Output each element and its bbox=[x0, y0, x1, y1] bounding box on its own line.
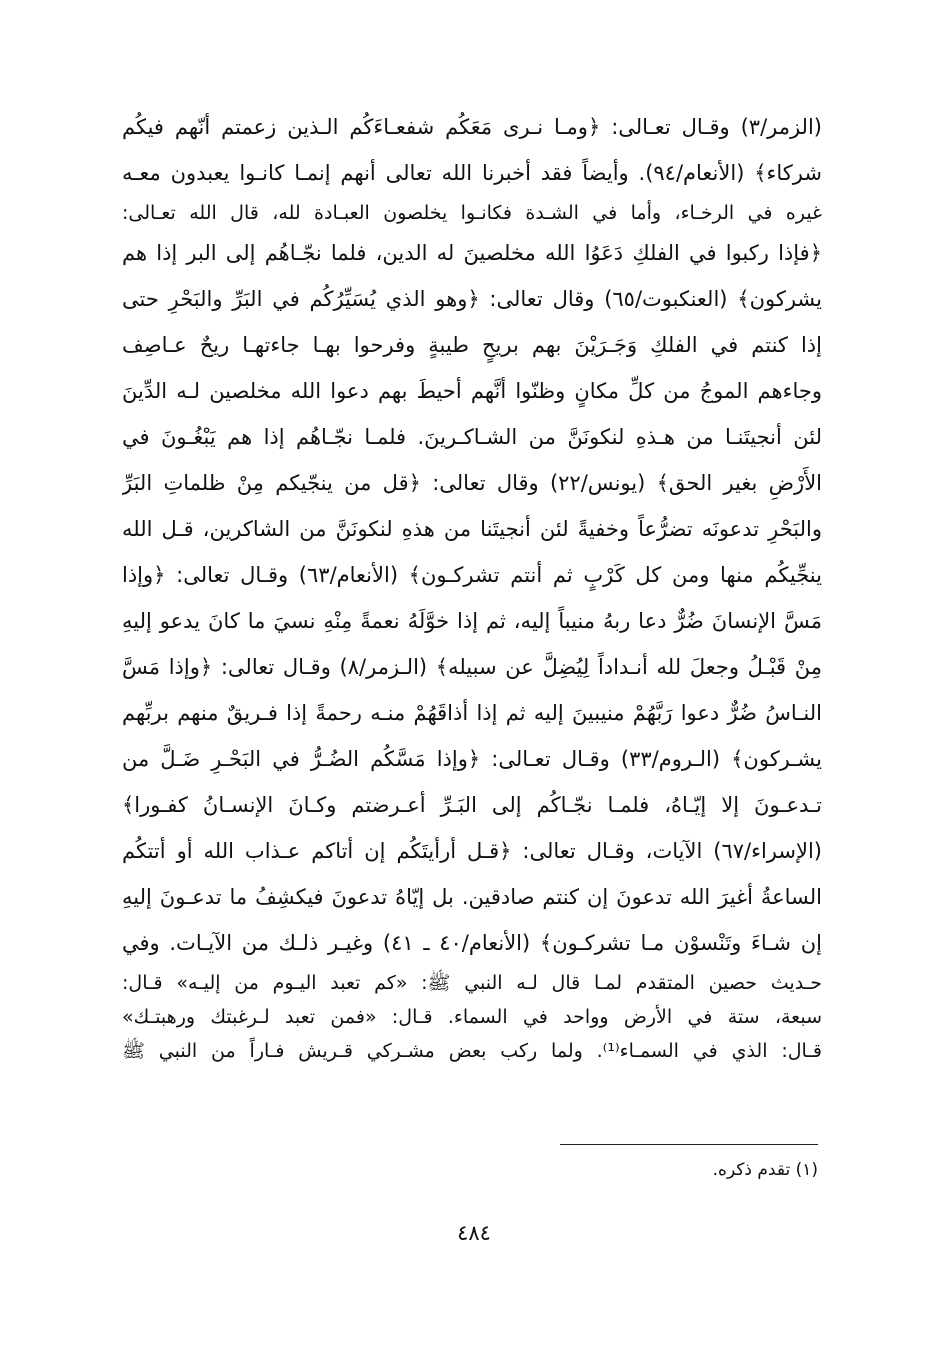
text-line: الساعةُ أغيرَ الله تدعونَ إن كنتم صادقين. بل إيّاهُ تدعونَ فيكشِفُ ما تدعـونَ إليهِ bbox=[122, 885, 822, 909]
text-line: وجاءهم الموجُ من كلِّ مكانٍ وظنّوا أنَّهم أحيطَ بهم دعوا الله مخلصين لـه الدِّينَ bbox=[122, 379, 822, 403]
text-line: الأَرْضِ بغير الحق﴾ (يونس/٢٢) وقال تعالى: ﴿قل من ينجّيكم مِنْ ظلماتِ البَرِّ bbox=[122, 471, 822, 495]
text-line: يشركون﴾ (العنكبوت/٦٥) وقال تعالى: ﴿وهو الذي يُسَيِّرُكُم في البَرِّ والبَحْرِ حتى bbox=[122, 287, 822, 311]
text-line: غيره في الرخـاء، وأما في الشـدة فكانـوا يخلصون العبـادة لله، قال الله تعـالى: bbox=[122, 202, 822, 224]
text-line: (الإسراء/٦٧) الآيات، وقـال تعالى: ﴿قـل أرأيتَكُم إن أتاكم عـذاب الله أو أتتكُم bbox=[122, 839, 822, 863]
text-line: والبَحْرِ تدعونَه تضرُّعاً وخفيةً لئن أنجيتَنا من هذهِ لنكونَنَّ من الشاكرين، قـل الله bbox=[122, 517, 822, 541]
footnote: (١) تقدم ذكره. bbox=[712, 1160, 818, 1180]
text-line: ينجِّيكُم منها ومن كل كَرْبٍ ثم أنتم تشركـون﴾ (الأنعام/٦٣) وقـال تعالى: ﴿وإذا bbox=[122, 563, 822, 587]
text-line: شركاء﴾ (الأنعام/٩٤). وأيضاً فقد أخبرنا الله تعالى أنهم إنمـا كانـوا يعبدون معـه bbox=[122, 161, 822, 185]
footnote-divider bbox=[560, 1144, 818, 1145]
text-line: (الزمر/٣) وقـال تعـالى: ﴿ومـا نـرى مَعَكُم شفعـاءَكُم الـذين زعمتم أنّهم فيكُم bbox=[122, 115, 822, 139]
text-line: قـال: الذي في السمـاء⁽¹⁾. ولما ركب بعض مشـركي قـريش فـاراً من النبي ﷺ bbox=[122, 1040, 822, 1062]
text-line: ﴿فإذا ركبوا في الفلكِ دَعَوُا الله مخلصينَ له الدين، فلما نجّـاهُم إلى البر إذا هم bbox=[122, 241, 822, 265]
text-line: يشـركون﴾ (الـروم/٣٣) وقـال تعـالى: ﴿وإذا مَسَّكُم الضُـرُّ في البَحْـرِ ضَـلَّ من bbox=[122, 747, 822, 771]
text-line: إذا كنتم في الفلكِ وَجَـرَيْنَ بهم بريحٍ طيبةٍ وفرحوا بهـا جاءتهـا ريحٌ عـاصِف bbox=[122, 333, 822, 357]
body-text bbox=[122, 104, 822, 1068]
text-line: تـدعـونَ إلا إيّـاهُ، فلمـا نجّـاكُم إلى البَـرِّ أعـرضتم وكـانَ الإنسـانُ كفـورا﴾ bbox=[122, 793, 822, 817]
text-line: لئن أنجيتَنـا من هـذهِ لنكونَنَّ من الشـاكـرينَ. فلمـا نجّـاهُم إذا هم يَبْغُـونَ في bbox=[122, 425, 822, 449]
text-line: حـديث حصين المتقدم لمـا قال لـه النبي ﷺ: «كم تعبد اليـوم من إليـه» قـال: bbox=[122, 972, 822, 994]
text-line: مِنْ قَبْـلُ وجعلَ لله أنـداداً لِيُضِلَّ عن سبيله﴾ (الـزمر/٨) وقـال تعالى: ﴿وإذا مَسَّ bbox=[122, 655, 822, 679]
text-line: مَسَّ الإنسانَ ضُرٌّ دعا ربهُ منيباً إليه، ثم إذا خوَّلَهُ نعمةً مِنْهِ نسيَ ما كانَ يدعو إليهِ bbox=[122, 609, 822, 633]
text-line: إن شـاءَ وتَنْسوْن مـا تشركـون﴾ (الأنعام/٤٠ ـ ٤١) وغيـر ذلـك من الآيـات. وفي bbox=[122, 931, 822, 955]
page-number: ٤٨٤ bbox=[457, 1221, 491, 1245]
text-line: سبعة، ستة في الأرض وواحد في السماء. قـال: «فمن تعبد لـرغبتك ورهبتـك» bbox=[122, 1006, 822, 1028]
text-line: النـاسُ ضُرٌّ دعوا رَبَّهُمْ منيبينَ إليه ثم إذا أذاقَهُمْ منـه رحمةً إذا فـريقٌ منهم بربِّهم bbox=[122, 701, 822, 725]
